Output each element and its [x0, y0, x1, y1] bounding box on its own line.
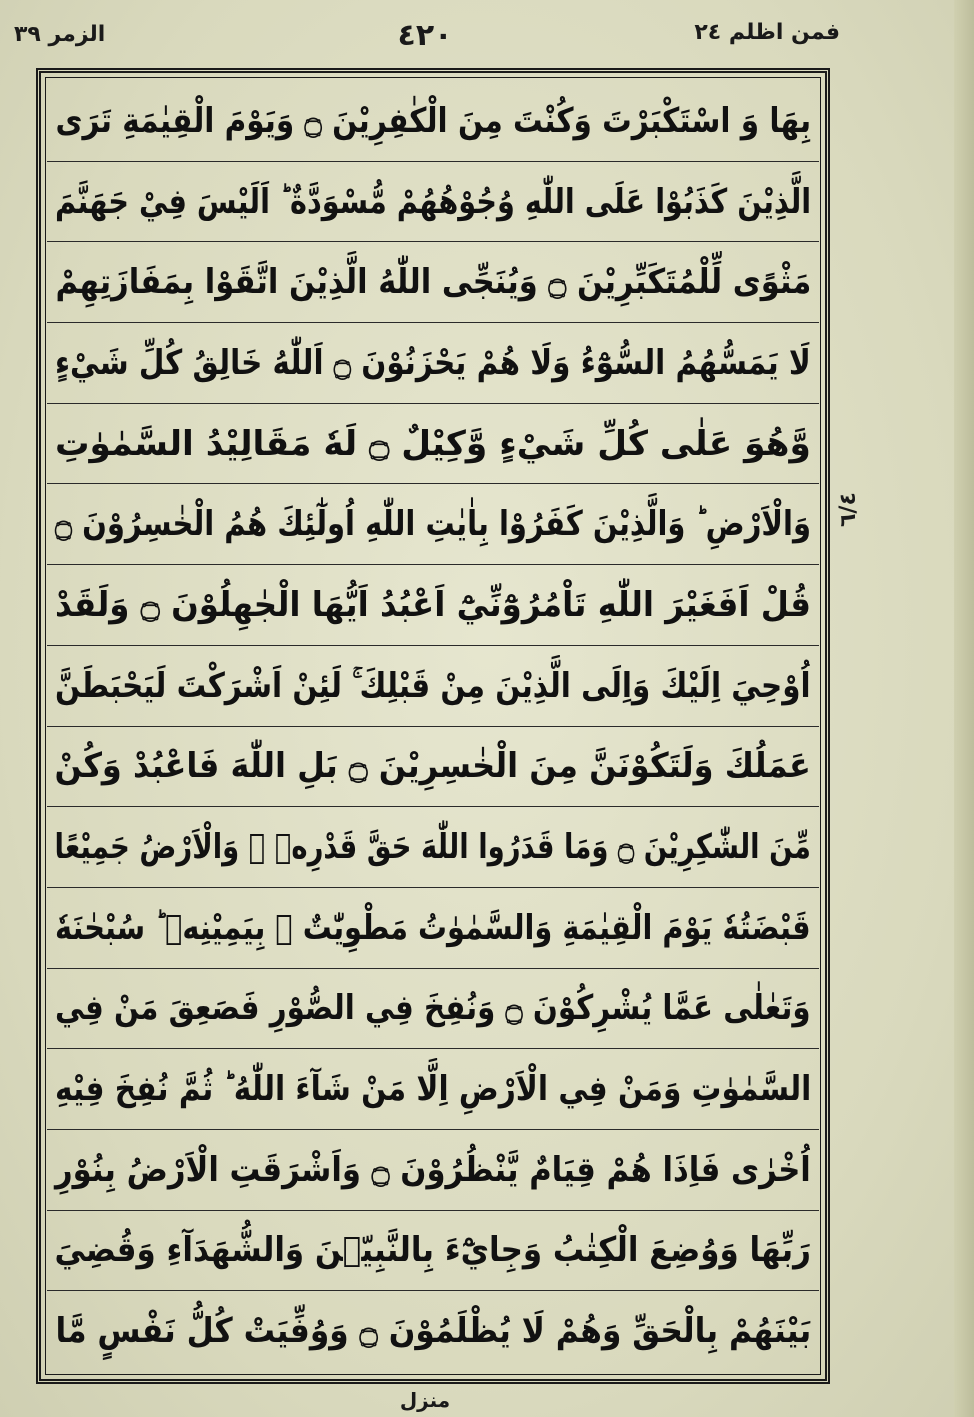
line-text: رَبِّهَا وَوُضِعَ الْكِتٰبُ وَجِايْٓءَ بِالنَّبِيّٖنَ وَالشُّهَدَآءِ وَقُضِيَ	[54, 1230, 812, 1271]
line-text: الَّذِيْنَ كَذَبُوْا عَلَى اللّٰهِ وُجُوْهُهُمْ مُّسْوَدَّةٌ ؕ اَلَيْسَ فِيْ جَهَنَّمَ	[54, 181, 812, 222]
text-line	[47, 646, 819, 727]
text-line	[47, 162, 819, 243]
line-text: مِّنَ الشّٰكِرِيْنَ ۝ وَمَا قَدَرُوا اللّٰهَ حَقَّ قَدْرِهٖ ۖ وَالْاَرْضُ جَمِيْعًا	[54, 827, 812, 868]
text-line	[47, 81, 819, 162]
page-number: ٤٢٠	[397, 18, 453, 53]
manzil-footer: منزل	[399, 1388, 451, 1412]
text-line	[47, 1211, 819, 1292]
line-text: اُوْحِيَ اِلَيْكَ وَاِلَى الَّذِيْنَ مِنْ قَبْلِكَ ۚ لَئِنْ اَشْرَكْتَ لَيَحْبَطَنَّ	[55, 665, 811, 706]
line-text: مَثْوًى لِّلْمُتَكَبِّرِيْنَ ۝ وَيُنَجِّى اللّٰهُ الَّذِيْنَ اتَّقَوْا بِمَفَازَتِهِمْ	[55, 262, 811, 303]
text-line	[47, 484, 819, 565]
text-line	[47, 888, 819, 969]
line-text: وَتَعٰلٰى عَمَّا يُشْرِكُوْنَ ۝ وَنُفِخَ فِي الصُّوْرِ فَصَعِقَ مَنْ فِي	[55, 988, 811, 1029]
text-line	[47, 323, 819, 404]
surah-name: الزمر ٣٩	[14, 22, 106, 47]
ruku-marker: ٦/٤	[836, 492, 861, 528]
page-header	[0, 18, 974, 58]
page-edge	[954, 0, 974, 1417]
line-text: بِهَا وَ اسْتَكْبَرْتَ وَكُنْتَ مِنَ الْكٰفِرِيْنَ ۝ وَيَوْمَ الْقِيٰمَةِ تَرَى	[55, 100, 811, 141]
juz-name: فمن اظلم ٢٤	[694, 20, 840, 45]
text-line	[47, 242, 819, 323]
text-line	[47, 1130, 819, 1211]
line-text: وَّهُوَ عَلٰى كُلِّ شَيْءٍ وَّكِيْلٌ ۝ لَهٗ مَقَالِيْدُ السَّمٰوٰتِ	[55, 423, 811, 464]
text-line	[47, 969, 819, 1050]
line-text: قُلْ اَفَغَيْرَ اللّٰهِ تَاْمُرُوْٓنِّيْٓ اَعْبُدُ اَيُّهَا الْجٰهِلُوْنَ ۝ وَلَقَدْ	[55, 584, 811, 625]
text-line	[47, 807, 819, 888]
text-line	[47, 565, 819, 646]
line-text: لَا يَمَسُّهُمُ السُّوْٓءُ وَلَا هُمْ يَحْزَنُوْنَ ۝ اَللّٰهُ خَالِقُ كُلِّ شَيْءٍ	[55, 342, 811, 383]
verse-lines	[47, 81, 819, 1371]
line-text: وَالْاَرْضِ ؕ وَالَّذِيْنَ كَفَرُوْا بِاٰيٰتِ اللّٰهِ اُولٰٓئِكَ هُمُ الْخٰسِرُوْنَ ۝	[54, 504, 811, 545]
text-line	[47, 1049, 819, 1130]
text-line	[47, 1291, 819, 1371]
text-line	[47, 727, 819, 808]
line-text: بَيْنَهُمْ بِالْحَقِّ وَهُمْ لَا يُظْلَمُوْنَ ۝ وَوُفِّيَتْ كُلُّ نَفْسٍ مَّا	[55, 1311, 811, 1352]
line-text: قَبْضَتُهٗ يَوْمَ الْقِيٰمَةِ وَالسَّمٰوٰتُ مَطْوِيّٰتٌ ۢ بِيَمِيْنِهٖ ؕ سُبْحٰنَهٗ	[55, 907, 811, 948]
line-text: عَمَلُكَ وَلَتَكُوْنَنَّ مِنَ الْخٰسِرِيْنَ ۝ بَلِ اللّٰهَ فَاعْبُدْ وَكُنْ	[54, 746, 812, 787]
line-text: السَّمٰوٰتِ وَمَنْ فِي الْاَرْضِ اِلَّا مَنْ شَآءَ اللّٰهُ ؕ ثُمَّ نُفِخَ فِيْهِ	[54, 1069, 812, 1110]
line-text: اُخْرٰى فَاِذَا هُمْ قِيَامٌ يَّنْظُرُوْنَ ۝ وَاَشْرَقَتِ الْاَرْضُ بِنُوْرِ	[55, 1149, 811, 1190]
text-line	[47, 404, 819, 485]
text-frame	[36, 68, 830, 1384]
